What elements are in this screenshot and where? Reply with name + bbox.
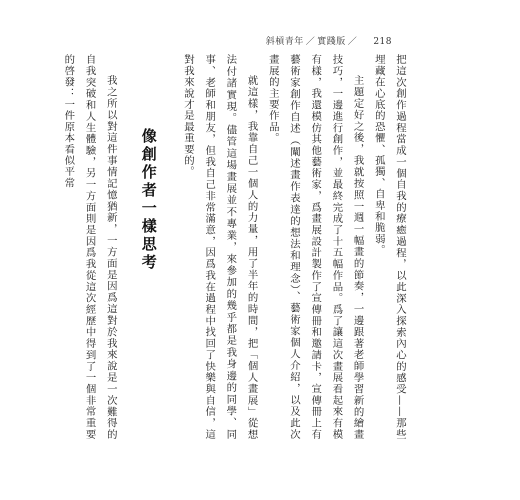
- header-edition: 實踐版: [317, 37, 346, 47]
- header-book-title: 斜槓青年: [265, 37, 304, 47]
- header-separator: ／: [305, 37, 316, 47]
- paragraph-2: 主題定好之後，我就按照一週一幅畫的節奏，一邊跟著老師學習新的繪畫技巧，一邊進行創作，並最終完成了十五幅作品。爲了讓這次畫展看起來有模有樣，我還模仿其他藝術家，爲畫展設計製作了宣傳冊和邀請卡，宣傳冊上有藝術家創作自述（闡述畫作表達的想法和理念）、藝術家個人介紹，以及此次畫展的主要作品。: [266, 54, 364, 440]
- running-header: [266, 34, 392, 47]
- paragraph-3: 就這樣，我靠自己一個人的力量，用了半年的時間，把「個人畫展」從想法付諸實現。儘管這場畫展並不專業，來參加的幾乎都是我身邊的同學、同事、老師和朋友，但我自己非常滿意，因爲我在過程中找回了快樂與自信，這對我來說才是最重要的。: [181, 54, 258, 440]
- paragraph-1: 把這次創作過程當成一個自我的療癒過程，以此深入探索內心的感受——那些埋藏在心底的恐懼、孤獨、自卑和脆弱。: [372, 54, 406, 440]
- body-text: [62, 54, 410, 440]
- section-heading: 像創作者一樣思考: [139, 128, 158, 272]
- paragraph-4: 我之所以對這件事情記憶猶新，一方面是因爲這對於我來說是一次難得的自我突破和人生體驗，另一方面則是因爲我從這次經歷中得到了一個非常重要的啓發：一件原本看似平常: [62, 54, 117, 440]
- page-number: 218: [373, 37, 392, 47]
- header-separator-2: ／: [347, 37, 358, 47]
